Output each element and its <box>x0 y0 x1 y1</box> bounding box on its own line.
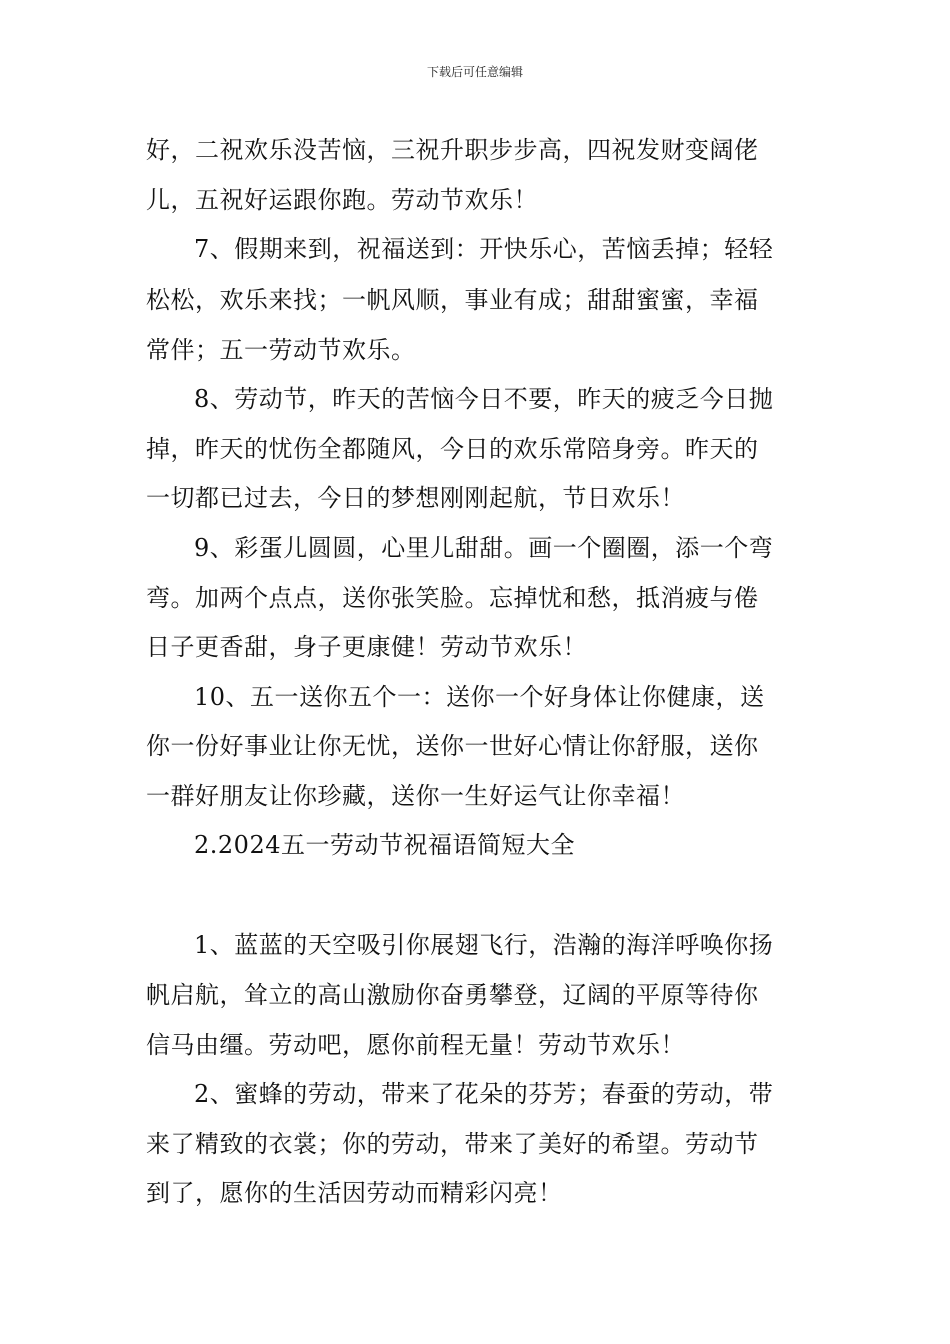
text-line: 7、假期来到，祝福送到：开快乐心，苦恼丢掉；轻轻 <box>194 235 774 263</box>
text-line: 一切都已过去，今日的梦想刚刚起航，节日欢乐！ <box>146 484 685 512</box>
text-line: 来了精致的衣裳；你的劳动，带来了美好的希望。劳动节 <box>146 1130 759 1158</box>
text-line: 你一份好事业让你无忧，送你一世好心情让你舒服，送你 <box>146 732 759 760</box>
text-line: 好，二祝欢乐没苦恼，三祝升职步步高，四祝发财变阔佬 <box>146 136 759 164</box>
text-line: 一群好朋友让你珍藏，送你一生好运气让你幸福！ <box>146 782 685 810</box>
text-line: 日子更香甜，身子更康健！劳动节欢乐！ <box>146 633 587 661</box>
text-line: 松松，欢乐来找；一帆风顺，事业有成；甜甜蜜蜜，幸福 <box>146 286 759 314</box>
text-line: 到了，愿你的生活因劳动而精彩闪亮！ <box>146 1179 563 1207</box>
text-line: 8、劳动节，昨天的苦恼今日不要，昨天的疲乏今日抛 <box>194 385 774 413</box>
text-line: 10、五一送你五个一：送你一个好身体让你健康，送 <box>194 683 765 711</box>
text-line: 1、蓝蓝的天空吸引你展翅飞行，浩瀚的海洋呼唤你扬 <box>194 931 774 959</box>
text-line: 儿，五祝好运跟你跑。劳动节欢乐！ <box>146 186 538 214</box>
text-line: 9、彩蛋儿圆圆，心里儿甜甜。画一个圈圈，添一个弯 <box>194 534 774 562</box>
text-line: 弯。加两个点点，送你张笑脸。忘掉忧和愁，抵消疲与倦 <box>146 584 759 612</box>
text-line: 掉，昨天的忧伤全都随风，今日的欢乐常陪身旁。昨天的 <box>146 435 759 463</box>
page-header-note: 下载后可任意编辑 <box>426 65 523 79</box>
text-line: 信马由缰。劳动吧，愿你前程无量！劳动节欢乐！ <box>146 1031 685 1059</box>
text-line: 2、蜜蜂的劳动，带来了花朵的芬芳；春蚕的劳动，带 <box>194 1080 774 1108</box>
text-line: 常伴；五一劳动节欢乐。 <box>146 336 416 364</box>
text-line: 帆启航，耸立的高山激励你奋勇攀登，辽阔的平原等待你 <box>146 981 759 1009</box>
section-heading: 2.2024五一劳动节祝福语简短大全 <box>194 831 575 859</box>
